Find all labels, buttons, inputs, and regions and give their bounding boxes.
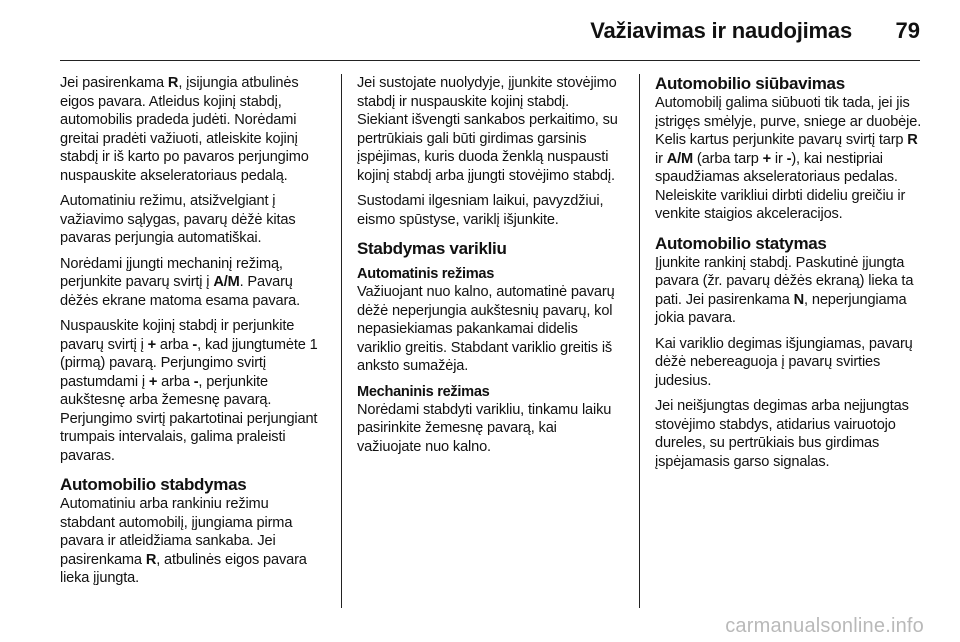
header-divider — [60, 60, 920, 61]
section-heading: Automobilio siūbavimas — [655, 74, 845, 93]
paragraph: Automatiniu režimu, atsižvelgiant į važiavimo sąlygas, pavarų dėžė kitas pavaras perjungia automatiškai. — [60, 193, 296, 246]
column-divider — [341, 74, 342, 608]
page-number: 79 — [895, 18, 920, 43]
paragraph: Nuspauskite kojinį stabdį ir perjunkite pavarų svirtį į + arba -, kad įjungtumėte 1 (pirmą) pavarą. Perjungimo svirtį pastumdami į + arba -, perjunkite aukštesnę arba žemesnę pavarą. Perjungimo svirtį pakartotinai perjungiant trumpais intervalais, galima praleisti pavaras. — [60, 318, 318, 464]
column-1 — [60, 74, 326, 612]
paragraph: Automatiniu arba rankiniu režimu stabdant automobilį, įjungiama pirma pavara ir atleidžiama sankaba. Jei pasirenkama R, atbulinės eigos pavara lieka įjungta. — [60, 496, 307, 586]
page-header — [0, 0, 960, 60]
paragraph: Jei sustojate nuolydyje, įjunkite stovėjimo stabdį ir nuspauskite kojinį stabdį. Siekiant išvengti sankabos perkaitimo, su pertrūkiais gali būti girdimas garsinis įspėjimas, kuris duoda ženklą nuspausti kojinį stabdį arba įjungti stovėjimo stabdį. — [357, 75, 618, 184]
paragraph: Kai variklio degimas išjungiamas, pavarų dėžė nebereaguoja į pavarų svirties judesius. — [655, 335, 913, 389]
paragraph: Sustodami ilgesniam laikui, pavyzdžiui, eismo spūstyse, variklį išjunkite. — [357, 193, 604, 228]
paragraph: Važiuojant nuo kalno, automatinė pavarų dėžė neperjungia aukštesnių pavarų, kol nepasiekiamas pakankamai didelis variklio greitis. Stabdant variklio greitis iš anksto sumažėja. — [357, 284, 615, 374]
section-heading: Stabdymas varikliu — [357, 239, 507, 258]
page-title: Važiavimas ir naudojimas — [590, 18, 852, 43]
subsection-heading: Mechaninis režimas — [357, 383, 490, 400]
paragraph: Norėdami stabdyti varikliu, tinkamu laiku pasirinkite žemesnę pavarą, kai važiuojate nuo kalno. — [357, 401, 612, 455]
paragraph: Norėdami įjungti mechaninį režimą, perjunkite pavarų svirtį į A/M. Pavarų dėžės ekrane matoma esama pavara. — [60, 255, 301, 309]
section-heading: Automobilio statymas — [655, 233, 827, 253]
paragraph: Automobilį galima siūbuoti tik tada, jei jis įstrigęs smėlyje, purve, sniege ar duobėje. Kelis kartus perjunkite pavarų svirtį tarp R ir A/M (arba tarp + ir -), kai nestipriai spaudžiamas akseleratoriaus pedalas. Neleiskite varikliui dirbti dideliu greičiu ir venkite staigios akceleracijos. — [655, 95, 922, 222]
column-2 — [357, 74, 623, 612]
column-3 — [655, 74, 925, 612]
paragraph: Jei pasirenkama R, įsijungia atbulinės eigos pavara. Atleidus kojinį stabdį, automobilis pradeda judėti. Norėdami greitai pradėti važiuoti, atleiskite kojinį stabdį ir iš karto po pavaros perjungimo nuspauskite akseleratoriaus pedalą. — [60, 75, 309, 184]
paragraph: Įjunkite rankinį stabdį. Paskutinė įjungta pavara (žr. pavarų dėžės ekraną) lieka ta pati. Jei pasirenkama N, neperjungiama jokia pavara. — [655, 254, 914, 326]
column-divider — [639, 74, 640, 608]
section-heading: Automobilio stabdymas — [60, 475, 247, 494]
subsection-heading: Automatinis režimas — [357, 266, 495, 282]
watermark: carmanualsonline.info — [725, 615, 924, 637]
paragraph: Jei neišjungtas degimas arba neįjungtas stovėjimo stabdys, atidarius vairuotojo dureles, su pertrūkiais bus girdimas įspėjamasis garso signalas. — [655, 398, 909, 470]
